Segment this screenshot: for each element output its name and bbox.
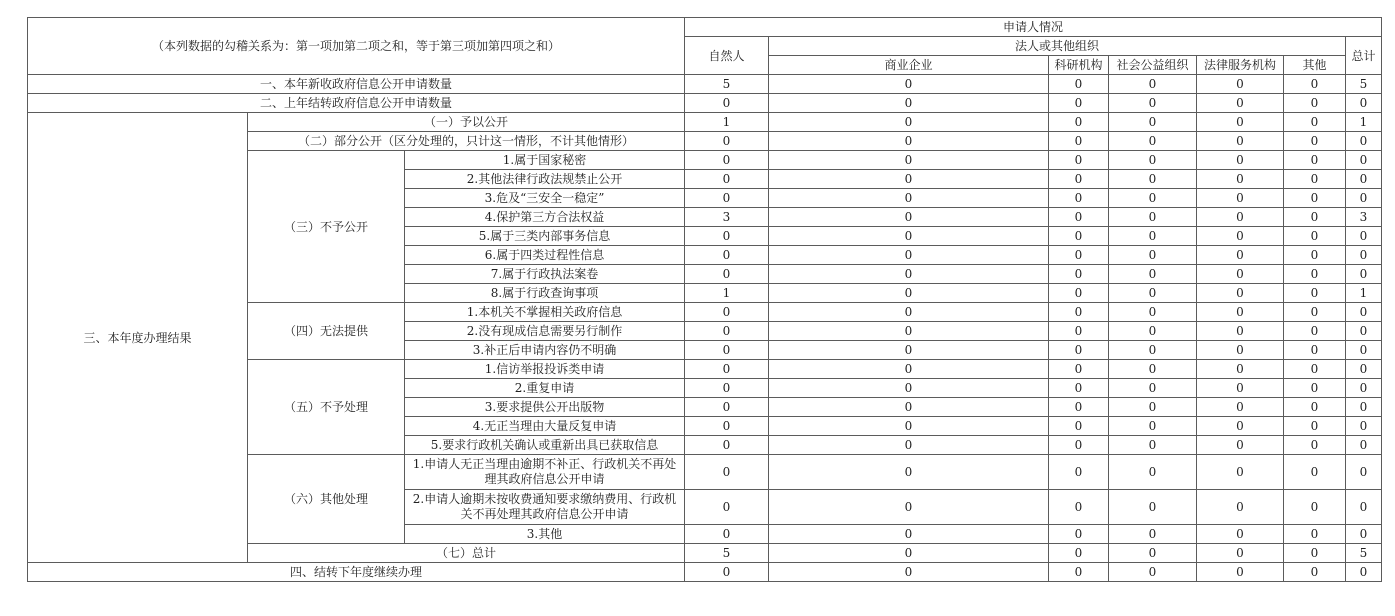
value-cell: 0 [1049, 208, 1109, 227]
header-legal-group: 法人或其他组织 [769, 37, 1346, 56]
item-label: 5.属于三类内部事务信息 [405, 227, 685, 246]
value-cell: 0 [1346, 265, 1382, 284]
value-cell: 0 [1346, 303, 1382, 322]
value-cell: 5 [685, 75, 769, 94]
value-cell: 0 [1284, 189, 1346, 208]
value-cell: 0 [1197, 265, 1284, 284]
value-cell: 0 [1109, 303, 1197, 322]
value-cell: 0 [769, 379, 1049, 398]
value-cell: 0 [1109, 379, 1197, 398]
value-cell: 0 [685, 151, 769, 170]
value-cell: 0 [1049, 341, 1109, 360]
value-cell: 0 [1109, 189, 1197, 208]
row-label: （七）总计 [248, 544, 685, 563]
value-cell: 0 [1284, 208, 1346, 227]
statistics-table [27, 17, 1382, 582]
value-cell: 0 [1049, 455, 1109, 490]
header-natural-person: 自然人 [685, 37, 769, 75]
value-cell: 0 [1284, 246, 1346, 265]
value-cell: 0 [1346, 151, 1382, 170]
value-cell: 0 [769, 94, 1049, 113]
value-cell: 0 [1284, 379, 1346, 398]
value-cell: 0 [1197, 360, 1284, 379]
value-cell: 0 [1109, 75, 1197, 94]
value-cell: 0 [1197, 208, 1284, 227]
value-cell: 3 [685, 208, 769, 227]
group-label: （四）无法提供 [248, 303, 405, 360]
value-cell: 5 [1346, 75, 1382, 94]
item-label: 1.属于国家秘密 [405, 151, 685, 170]
value-cell: 0 [1049, 563, 1109, 582]
value-cell: 0 [1049, 265, 1109, 284]
item-label: 1.申请人无正当理由逾期不补正、行政机关不再处理其政府信息公开申请 [405, 455, 685, 490]
value-cell: 0 [685, 360, 769, 379]
value-cell: 0 [1284, 360, 1346, 379]
value-cell: 0 [1049, 246, 1109, 265]
item-label: 7.属于行政执法案卷 [405, 265, 685, 284]
value-cell: 0 [1049, 417, 1109, 436]
value-cell: 0 [1284, 322, 1346, 341]
value-cell: 3 [1346, 208, 1382, 227]
value-cell: 0 [685, 94, 769, 113]
value-cell: 0 [1109, 360, 1197, 379]
value-cell: 0 [1049, 322, 1109, 341]
value-cell: 1 [1346, 284, 1382, 303]
value-cell: 0 [1049, 227, 1109, 246]
value-cell: 0 [685, 563, 769, 582]
value-cell: 0 [1109, 398, 1197, 417]
value-cell: 0 [769, 455, 1049, 490]
value-cell: 0 [1284, 563, 1346, 582]
value-cell: 0 [1197, 170, 1284, 189]
item-label: 2.没有现成信息需要另行制作 [405, 322, 685, 341]
item-label: 8.属于行政查询事项 [405, 284, 685, 303]
item-label: 4.保护第三方合法权益 [405, 208, 685, 227]
value-cell: 0 [1284, 417, 1346, 436]
value-cell: 0 [1197, 132, 1284, 151]
header-commercial: 商业企业 [769, 56, 1049, 75]
value-cell: 0 [685, 341, 769, 360]
value-cell: 0 [1197, 563, 1284, 582]
value-cell: 1 [685, 284, 769, 303]
value-cell: 0 [1109, 265, 1197, 284]
item-label: 3.危及“三安全一稳定” [405, 189, 685, 208]
value-cell: 0 [1197, 322, 1284, 341]
value-cell: 0 [685, 436, 769, 455]
value-cell: 0 [1109, 246, 1197, 265]
value-cell: 0 [769, 341, 1049, 360]
value-cell: 0 [685, 246, 769, 265]
value-cell: 0 [1049, 132, 1109, 151]
header-total: 总计 [1346, 37, 1382, 75]
value-cell: 0 [1346, 132, 1382, 151]
value-cell: 0 [685, 322, 769, 341]
value-cell: 0 [1049, 379, 1109, 398]
value-cell: 0 [685, 303, 769, 322]
value-cell: 0 [1109, 170, 1197, 189]
item-label: 3.要求提供公开出版物 [405, 398, 685, 417]
value-cell: 0 [1049, 151, 1109, 170]
value-cell: 0 [769, 436, 1049, 455]
value-cell: 0 [769, 417, 1049, 436]
value-cell: 0 [1049, 398, 1109, 417]
value-cell: 0 [1197, 455, 1284, 490]
value-cell: 0 [769, 490, 1049, 525]
value-cell: 5 [685, 544, 769, 563]
header-applicant: 申请人情况 [685, 18, 1382, 37]
value-cell: 0 [1197, 525, 1284, 544]
item-label: 6.属于四类过程性信息 [405, 246, 685, 265]
value-cell: 0 [685, 265, 769, 284]
value-cell: 0 [1346, 189, 1382, 208]
value-cell: 0 [769, 360, 1049, 379]
value-cell: 0 [769, 563, 1049, 582]
value-cell: 0 [1109, 113, 1197, 132]
value-cell: 0 [769, 525, 1049, 544]
value-cell: 0 [1109, 455, 1197, 490]
value-cell: 0 [1346, 322, 1382, 341]
value-cell: 0 [769, 246, 1049, 265]
value-cell: 0 [1284, 170, 1346, 189]
value-cell: 0 [1284, 490, 1346, 525]
value-cell: 0 [1197, 436, 1284, 455]
value-cell: 0 [1197, 246, 1284, 265]
value-cell: 0 [1109, 544, 1197, 563]
value-cell: 0 [1109, 322, 1197, 341]
value-cell: 0 [1346, 563, 1382, 582]
item-label: 1.本机关不掌握相关政府信息 [405, 303, 685, 322]
value-cell: 0 [769, 303, 1049, 322]
value-cell: 0 [1197, 417, 1284, 436]
value-cell: 0 [1109, 341, 1197, 360]
value-cell: 0 [769, 284, 1049, 303]
value-cell: 0 [1284, 341, 1346, 360]
value-cell: 0 [1197, 189, 1284, 208]
value-cell: 0 [1197, 303, 1284, 322]
item-label: 2.重复申请 [405, 379, 685, 398]
value-cell: 0 [685, 398, 769, 417]
value-cell: 0 [1346, 398, 1382, 417]
value-cell: 0 [1284, 544, 1346, 563]
value-cell: 0 [1284, 151, 1346, 170]
value-cell: 0 [1284, 75, 1346, 94]
value-cell: 0 [769, 544, 1049, 563]
value-cell: 0 [1284, 227, 1346, 246]
value-cell: 0 [1049, 113, 1109, 132]
value-cell: 0 [685, 455, 769, 490]
row-label: （二）部分公开（区分处理的，只计这一情形，不计其他情形） [248, 132, 685, 151]
value-cell: 0 [1197, 113, 1284, 132]
value-cell: 0 [1049, 284, 1109, 303]
value-cell: 5 [1346, 544, 1382, 563]
value-cell: 0 [1049, 544, 1109, 563]
value-cell: 0 [1346, 246, 1382, 265]
value-cell: 0 [769, 265, 1049, 284]
value-cell: 0 [1197, 75, 1284, 94]
value-cell: 0 [1346, 455, 1382, 490]
value-cell: 0 [1346, 94, 1382, 113]
value-cell: 0 [1049, 75, 1109, 94]
value-cell: 0 [1197, 151, 1284, 170]
value-cell: 0 [1197, 490, 1284, 525]
group-label: （六）其他处理 [248, 455, 405, 544]
value-cell: 0 [769, 189, 1049, 208]
value-cell: 0 [1109, 525, 1197, 544]
value-cell: 0 [1049, 94, 1109, 113]
value-cell: 0 [1197, 284, 1284, 303]
value-cell: 0 [1346, 525, 1382, 544]
table-row [28, 113, 1382, 132]
value-cell: 0 [685, 379, 769, 398]
value-cell: 0 [1284, 132, 1346, 151]
value-cell: 1 [1346, 113, 1382, 132]
value-cell: 0 [685, 132, 769, 151]
item-label: 1.信访举报投诉类申请 [405, 360, 685, 379]
value-cell: 0 [1197, 227, 1284, 246]
value-cell: 0 [1284, 303, 1346, 322]
row-label: 二、上年结转政府信息公开申请数量 [28, 94, 685, 113]
value-cell: 0 [1049, 170, 1109, 189]
value-cell: 0 [1109, 417, 1197, 436]
group-label: （五）不予处理 [248, 360, 405, 455]
value-cell: 0 [1049, 303, 1109, 322]
item-label: 5.要求行政机关确认或重新出具已获取信息 [405, 436, 685, 455]
value-cell: 0 [1346, 490, 1382, 525]
value-cell: 0 [1346, 360, 1382, 379]
section-label: 三、本年度办理结果 [28, 113, 248, 563]
value-cell: 0 [685, 490, 769, 525]
value-cell: 1 [685, 113, 769, 132]
value-cell: 0 [1109, 227, 1197, 246]
item-label: 3.补正后申请内容仍不明确 [405, 341, 685, 360]
value-cell: 0 [1197, 94, 1284, 113]
table-row [28, 75, 1382, 94]
value-cell: 0 [1197, 544, 1284, 563]
value-cell: 0 [1346, 341, 1382, 360]
value-cell: 0 [1284, 94, 1346, 113]
value-cell: 0 [769, 113, 1049, 132]
value-cell: 0 [1049, 189, 1109, 208]
value-cell: 0 [685, 227, 769, 246]
item-label: 4.无正当理由大量反复申请 [405, 417, 685, 436]
value-cell: 0 [769, 322, 1049, 341]
value-cell: 0 [1284, 525, 1346, 544]
value-cell: 0 [769, 132, 1049, 151]
value-cell: 0 [1109, 208, 1197, 227]
item-label: 3.其他 [405, 525, 685, 544]
item-label: 2.申请人逾期未按收费通知要求缴纳费用、行政机关不再处理其政府信息公开申请 [405, 490, 685, 525]
table-row [28, 563, 1382, 582]
value-cell: 0 [1284, 436, 1346, 455]
header-note: （本列数据的勾稽关系为：第一项加第二项之和，等于第三项加第四项之和） [28, 18, 685, 75]
value-cell: 0 [769, 170, 1049, 189]
value-cell: 0 [1284, 284, 1346, 303]
row-label: （一）予以公开 [248, 113, 685, 132]
value-cell: 0 [1284, 398, 1346, 417]
value-cell: 0 [1197, 398, 1284, 417]
value-cell: 0 [769, 227, 1049, 246]
value-cell: 0 [1109, 132, 1197, 151]
value-cell: 0 [769, 398, 1049, 417]
value-cell: 0 [1109, 490, 1197, 525]
group-label: （三）不予公开 [248, 151, 405, 303]
value-cell: 0 [1109, 151, 1197, 170]
header-public-welfare: 社会公益组织 [1109, 56, 1197, 75]
value-cell: 0 [685, 189, 769, 208]
value-cell: 0 [1197, 379, 1284, 398]
header-legal-service: 法律服务机构 [1197, 56, 1284, 75]
row-label: 四、结转下年度继续办理 [28, 563, 685, 582]
value-cell: 0 [685, 170, 769, 189]
value-cell: 0 [769, 208, 1049, 227]
value-cell: 0 [1346, 436, 1382, 455]
value-cell: 0 [1346, 379, 1382, 398]
row-label: 一、本年新收政府信息公开申请数量 [28, 75, 685, 94]
value-cell: 0 [1049, 360, 1109, 379]
value-cell: 0 [1109, 563, 1197, 582]
value-cell: 0 [1346, 417, 1382, 436]
value-cell: 0 [1197, 341, 1284, 360]
value-cell: 0 [1109, 94, 1197, 113]
value-cell: 0 [1049, 436, 1109, 455]
value-cell: 0 [1049, 490, 1109, 525]
header-other: 其他 [1284, 56, 1346, 75]
value-cell: 0 [1284, 113, 1346, 132]
header-research: 科研机构 [1049, 56, 1109, 75]
value-cell: 0 [1109, 436, 1197, 455]
value-cell: 0 [1284, 265, 1346, 284]
value-cell: 0 [1284, 455, 1346, 490]
value-cell: 0 [1109, 284, 1197, 303]
value-cell: 0 [769, 75, 1049, 94]
value-cell: 0 [1346, 227, 1382, 246]
value-cell: 0 [685, 417, 769, 436]
value-cell: 0 [769, 151, 1049, 170]
value-cell: 0 [1049, 525, 1109, 544]
table-row [28, 94, 1382, 113]
value-cell: 0 [1346, 170, 1382, 189]
item-label: 2.其他法律行政法规禁止公开 [405, 170, 685, 189]
value-cell: 0 [685, 525, 769, 544]
